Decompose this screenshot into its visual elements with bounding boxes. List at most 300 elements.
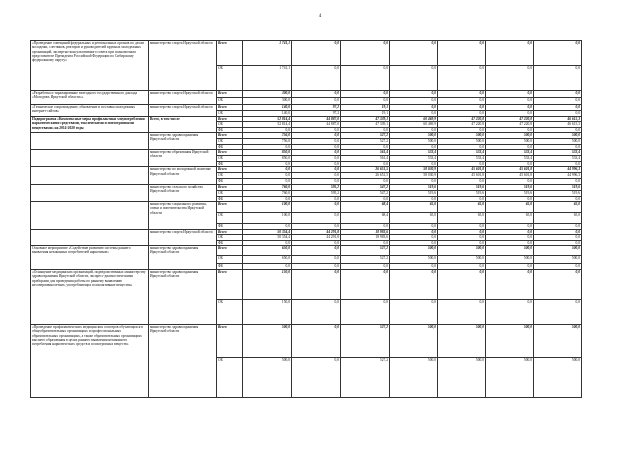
amount-cell: 0,0 [486,144,534,149]
funding-source: Всего [217,202,243,213]
funding-source: Всего [217,41,243,66]
amount-cell: 1 741,1 [243,41,292,66]
amount-cell: 0,0 [292,357,341,397]
amount-cell: 46 615,3 [534,122,582,127]
amount-cell: 0,0 [390,196,438,201]
amount-cell: 0,0 [438,98,486,105]
amount-cell: 561,4 [341,156,390,162]
amount-cell: 500,0 [438,245,486,255]
amount-cell: 68,4 [341,213,390,224]
amount-cell: 97,2 [292,105,341,111]
funding-source: Всего [217,117,243,122]
funding-source: ОБ [217,138,243,144]
amount-cell: 0,0 [534,240,582,245]
amount-cell: 97,2 [292,111,341,117]
amount-cell: 0,0 [438,235,486,240]
amount-cell: 500,0 [390,324,438,357]
amount-cell: 50 354,4 [243,235,292,240]
amount-cell: 45 601,8 [438,167,486,173]
amount-cell: 519,6 [390,184,438,190]
amount-cell: 0,0 [292,150,341,156]
amount-cell: 500,0 [243,324,292,357]
amount-cell: 0,0 [341,224,390,230]
amount-cell: 533,4 [438,156,486,162]
amount-cell: 0,0 [390,235,438,240]
amount-cell: 0,0 [292,41,341,66]
amount-cell: 519,6 [438,184,486,190]
amount-cell: 0,0 [243,162,292,167]
amount-cell: 26 651,5 [341,173,390,179]
amount-cell: 0,0 [534,144,582,149]
table-row [31,91,582,98]
amount-cell: 500,0 [438,324,486,357]
amount-cell: 0,0 [292,66,341,91]
amount-cell: 0,0 [534,105,582,111]
amount-cell: 45 601,8 [486,173,534,179]
amount-cell: 44 291,8 [292,235,341,240]
amount-cell: 58 030,9 [390,173,438,179]
amount-cell: 0,0 [243,196,292,201]
amount-cell: 50 354,4 [243,230,292,235]
amount-cell: 0,0 [438,179,486,184]
funding-source: ФБ [217,179,243,184]
amount-cell: 500,0 [390,245,438,255]
amount-cell: 0,0 [292,138,341,144]
executor: министерство спорта Иркутской области [149,230,217,246]
executor: министерство сельского хозяйства Иркутской области [149,184,217,201]
amount-cell: 527,2 [341,138,390,144]
amount-cell: 0,0 [243,173,292,179]
amount-cell: 500,0 [486,324,534,357]
funding-source: ФБ [217,240,243,245]
amount-cell: 533,4 [438,150,486,156]
amount-cell: 0,0 [341,98,390,105]
amount-cell: 0,0 [486,263,534,269]
activity-name [31,167,149,184]
amount-cell: 0,0 [534,162,582,167]
executor: министерство спорта Иркутской области [149,41,217,91]
activity-name [31,184,149,201]
amount-cell: 500,0 [534,245,582,255]
executor: министерство здравоохранения Иркутской области [149,132,217,149]
amount-cell: 44 887,0 [292,117,341,122]
amount-cell: 0,0 [534,269,582,299]
amount-cell: 500,0 [390,132,438,138]
amount-cell: 500,0 [486,255,534,263]
amount-cell: 26 651,5 [341,167,390,173]
amount-cell: 500,0 [390,138,438,144]
funding-source: ОБ [217,190,243,196]
activity-name: Подпрограмма «Комплексные меры профилактики злоупотребления наркотическими средствами, токсическими и психотропными веществами» на 2014-2020 годы [31,117,149,133]
amount-cell: 68,4 [341,202,390,213]
amount-cell: 527,2 [341,132,390,138]
amount-cell: 500,0 [486,245,534,255]
amount-cell: 500,0 [534,255,582,263]
amount-cell: 0,0 [534,66,582,91]
activity-name: «Проведение профилактических медицинских осмотров обучающихся в общеобразовательных организациях и профессиональных образовательных организациях, а также образовательных организациях высшего образования в целях раннего выявления незаконного потребления наркотических средств и психотропных веществ» [31,324,149,397]
amount-cell: 150,0 [243,269,292,299]
amount-cell: 0,0 [292,173,341,179]
table-row [31,269,582,299]
amount-cell: 300,0 [243,98,292,105]
amount-cell: 0,0 [534,230,582,235]
amount-cell: 45 601,8 [438,173,486,179]
amount-cell: 65,0 [534,202,582,213]
amount-cell: 0,0 [486,299,534,324]
funding-source: ФБ [217,144,243,149]
amount-cell: 527,2 [341,357,390,397]
amount-cell: 0,0 [292,269,341,299]
amount-cell: 500,0 [390,255,438,263]
amount-cell: 0,0 [292,213,341,224]
amount-cell: 0,0 [390,240,438,245]
funding-source: ФБ [217,162,243,167]
funding-source: ОБ [217,213,243,224]
amount-cell: 0,0 [486,230,534,235]
activity-name: «Техническое сопровождение, обновление и поставка молодежных интернет-сайтов» [31,105,149,117]
program-financing-table [30,40,582,398]
amount-cell: 47 339,1 [341,122,390,127]
amount-cell: 150,0 [243,299,292,324]
amount-cell: 0,0 [486,66,534,91]
amount-cell: 533,4 [534,156,582,162]
table-row [31,41,582,66]
funding-source: Всего [217,245,243,255]
amount-cell: 756,0 [243,138,292,144]
funding-source: ОБ [217,235,243,240]
amount-cell: 0,0 [486,224,534,230]
amount-cell: 0,0 [292,144,341,149]
amount-cell: 0,0 [292,255,341,263]
amount-cell: 500,0 [534,132,582,138]
amount-cell: 47 220,8 [438,117,486,122]
executor: министерство здравоохранения Иркутской области [149,324,217,397]
amount-cell: 65,0 [486,213,534,224]
amount-cell: 0,0 [438,105,486,111]
amount-cell: 500,0 [243,357,292,397]
amount-cell: 0,0 [341,127,390,132]
funding-source: ОБ [217,122,243,127]
amount-cell: 595,2 [292,190,341,196]
amount-cell: 0,0 [486,111,534,117]
amount-cell: 0,0 [390,299,438,324]
funding-source: ОБ [217,66,243,91]
amount-cell: 0,0 [486,127,534,132]
amount-cell: 0,0 [341,240,390,245]
amount-cell: 0,0 [341,162,390,167]
amount-cell: 0,0 [292,263,341,269]
amount-cell: 0,0 [438,263,486,269]
amount-cell: 0,0 [341,263,390,269]
amount-cell: 500,0 [486,357,534,397]
amount-cell: 100,0 [243,213,292,224]
activity-name: Основное мероприятие «Содействие развитию системы раннего выявления незаконных потребителей наркотиков» [31,245,149,269]
amount-cell: 44 887,0 [292,122,341,127]
amount-cell: 65,0 [390,202,438,213]
amount-cell: 0,0 [534,196,582,201]
amount-cell: 47 339,1 [341,117,390,122]
amount-cell: 500,0 [438,138,486,144]
amount-cell: 0,0 [534,98,582,105]
amount-cell: 0,0 [292,127,341,132]
funding-source: ОБ [217,299,243,324]
amount-cell: 500,0 [534,357,582,397]
executor: министерство образования Иркутской области [149,150,217,167]
amount-cell: 0,0 [390,66,438,91]
amount-cell: 140,0 [243,111,292,117]
amount-cell: 0,0 [390,111,438,117]
amount-cell: 0,0 [486,162,534,167]
table-row [31,245,582,255]
amount-cell: 0,0 [486,269,534,299]
amount-cell: 595,2 [292,184,341,190]
amount-cell: 760,0 [243,190,292,196]
amount-cell: 0,0 [341,91,390,98]
amount-cell: 0,0 [341,196,390,201]
amount-cell: 0,0 [438,240,486,245]
amount-cell: 58 030,9 [390,167,438,173]
amount-cell: 0,0 [292,167,341,173]
amount-cell: 47 220,8 [486,117,534,122]
amount-cell: 52 814,4 [243,117,292,122]
funding-source: Всего [217,324,243,357]
amount-cell: 0,0 [486,235,534,240]
funding-source: ОБ [217,98,243,105]
funding-source: ОБ [217,357,243,397]
amount-cell: 500,0 [438,132,486,138]
amount-cell: 0,0 [292,91,341,98]
amount-cell: 756,0 [243,132,292,138]
amount-cell: 0,0 [243,167,292,173]
amount-cell: 44 996,3 [534,173,582,179]
amount-cell: 0,0 [243,240,292,245]
amount-cell: 0,0 [390,179,438,184]
amount-cell: 47 220,8 [438,122,486,127]
activity-name: «Оснащение медицинских организаций, подведомственных министерству здравоохранения Иркутской области, экспресс-диагностическими приборами для проведения работы по раннему выявлению несовершеннолетних, употребляющих психоактивные вещества» [31,269,149,324]
amount-cell: 0,0 [341,269,390,299]
amount-cell: 0,0 [534,111,582,117]
amount-cell: 46 615,3 [534,117,582,122]
amount-cell: 18 983,6 [341,230,390,235]
amount-cell: 0,0 [438,196,486,201]
amount-cell: 0,0 [243,224,292,230]
amount-cell: 0,0 [534,179,582,184]
funding-source: ОБ [217,255,243,263]
amount-cell: 0,0 [390,263,438,269]
funding-source: Всего [217,184,243,190]
amount-cell: 0,0 [534,41,582,66]
amount-cell: 0,0 [534,299,582,324]
amount-cell: 65,0 [438,202,486,213]
amount-cell: 527,2 [341,245,390,255]
executor: Всего, в том числе [149,117,217,133]
amount-cell: 65,0 [486,202,534,213]
amount-cell: 0,0 [438,230,486,235]
executor: министерство спорта Иркутской области [149,105,217,117]
amount-cell: 0,0 [486,105,534,111]
amount-cell: 0,0 [292,179,341,184]
amount-cell: 0,0 [390,127,438,132]
amount-cell: 0,0 [341,179,390,184]
amount-cell: 500,0 [534,138,582,144]
amount-cell: 850,0 [243,150,292,156]
amount-cell: 760,0 [243,184,292,190]
amount-cell: 140,0 [243,105,292,111]
amount-cell: 0,0 [390,162,438,167]
amount-cell: 0,0 [534,263,582,269]
amount-cell: 0,0 [390,41,438,66]
amount-cell: 0,0 [438,269,486,299]
executor: министерство здравоохранения Иркутской области [149,245,217,269]
amount-cell: 0,0 [292,132,341,138]
amount-cell: 0,0 [292,156,341,162]
amount-cell: 52 814,4 [243,122,292,127]
amount-cell: 0,0 [438,162,486,167]
amount-cell: 0,0 [486,196,534,201]
funding-source: Всего [217,167,243,173]
amount-cell: 0,0 [292,202,341,213]
amount-cell: 0,0 [243,127,292,132]
amount-cell: 500,0 [534,324,582,357]
activity-name [31,202,149,230]
amount-cell: 19,1 [341,105,390,111]
amount-cell: 0,0 [486,41,534,66]
amount-cell: 0,0 [292,196,341,201]
amount-cell: 44 996,3 [534,167,582,173]
amount-cell: 527,2 [341,255,390,263]
amount-cell: 0,0 [390,230,438,235]
amount-cell: 533,4 [390,150,438,156]
amount-cell: 100,0 [243,202,292,213]
funding-source: ОБ [217,111,243,117]
amount-cell: 0,0 [341,41,390,66]
amount-cell: 0,0 [438,224,486,230]
executor: министерство социального развития, опеки и попечительства Иркутской области [149,202,217,230]
amount-cell: 500,0 [486,132,534,138]
amount-cell: 0,0 [438,299,486,324]
amount-cell: 44 291,8 [292,230,341,235]
funding-source: ФБ [217,196,243,201]
table-row [31,202,582,213]
amount-cell: 0,0 [243,179,292,184]
amount-cell: 500,0 [438,357,486,397]
amount-cell: 0,0 [341,144,390,149]
amount-cell: 0,0 [243,263,292,269]
activity-name [31,230,149,246]
amount-cell: 60 469,9 [390,122,438,127]
funding-source: ОБ [217,173,243,179]
amount-cell: 0,0 [390,269,438,299]
amount-cell: 0,0 [486,179,534,184]
funding-source: ФБ [217,224,243,230]
amount-cell: 0,0 [341,66,390,91]
amount-cell: 0,0 [438,111,486,117]
amount-cell: 527,2 [341,324,390,357]
amount-cell: 533,4 [486,150,534,156]
amount-cell: 519,6 [534,184,582,190]
page-number: 4 [318,14,322,19]
funding-source: Всего [217,105,243,111]
amount-cell: 65,0 [438,213,486,224]
amount-cell: 533,4 [534,150,582,156]
amount-cell: 519,6 [486,190,534,196]
amount-cell: 500,0 [390,357,438,397]
amount-cell: 547,2 [341,190,390,196]
amount-cell: 0,0 [292,224,341,230]
amount-cell: 650,0 [243,255,292,263]
amount-cell: 0,0 [534,235,582,240]
amount-cell: 533,4 [486,156,534,162]
amount-cell: 0,0 [292,299,341,324]
executor: министерство по молодежной политике Иркутской области [149,167,217,184]
amount-cell: 519,6 [438,190,486,196]
amount-cell: 650,0 [243,245,292,255]
funding-source: ФБ [217,127,243,132]
funding-source: Всего [217,269,243,299]
amount-cell: 500,0 [438,255,486,263]
amount-cell: 0,0 [243,144,292,149]
amount-cell: 0,0 [341,299,390,324]
amount-cell: 45 601,8 [486,167,534,173]
activity-name [31,132,149,149]
activity-name [31,150,149,167]
amount-cell: 0,0 [390,98,438,105]
amount-cell: 1 741,1 [243,66,292,91]
amount-cell: 0,0 [438,91,486,98]
amount-cell: 0,0 [438,127,486,132]
executor: министерство спорта Иркутской области [149,91,217,105]
amount-cell: 0,0 [292,98,341,105]
amount-cell: 0,0 [390,105,438,111]
funding-source: Всего [217,230,243,235]
amount-cell: 519,6 [390,190,438,196]
amount-cell: 519,6 [534,190,582,196]
amount-cell: 0,0 [486,91,534,98]
funding-source: Всего [217,132,243,138]
amount-cell: 0,0 [390,144,438,149]
amount-cell: 0,0 [292,240,341,245]
activity-name: «Проведение совещаний федеральных и региональных органов по делам молодежи, слетчиков, ректоров и руководителей крупных молодежных организаций, экспертно-консультативного совета при полномочном представителе Президента Российской Федерации по Сибирскому федеральному округу» [31,41,149,91]
amount-cell: 47 220,8 [486,122,534,127]
amount-cell: 519,6 [486,184,534,190]
amount-cell: 547,2 [341,184,390,190]
amount-cell: 0,0 [534,127,582,132]
amount-cell: 0,0 [438,41,486,66]
amount-cell: 0,0 [486,98,534,105]
amount-cell: 850,0 [243,156,292,162]
funding-source: Всего [217,91,243,98]
funding-source: ФБ [217,263,243,269]
table-row [31,324,582,357]
amount-cell: 0,0 [390,91,438,98]
amount-cell: 0,0 [292,324,341,357]
amount-cell: 0,0 [438,66,486,91]
activity-name: «Разработка и тиражирование ежегодного государственного доклада «Молодежь Иркутской области»» [31,91,149,105]
amount-cell: 0,0 [486,240,534,245]
amount-cell: 0,0 [534,224,582,230]
amount-cell: 500,0 [486,138,534,144]
amount-cell: 300,0 [243,91,292,98]
executor: министерство здравоохранения Иркутской области [149,269,217,324]
amount-cell: 0,0 [438,144,486,149]
amount-cell: 0,0 [534,91,582,98]
amount-cell: 0,0 [390,224,438,230]
amount-cell: 0,0 [292,162,341,167]
amount-cell: 65,0 [534,213,582,224]
amount-cell: 60 469,9 [390,117,438,122]
amount-cell: 533,4 [390,156,438,162]
amount-cell: 18 983,6 [341,235,390,240]
